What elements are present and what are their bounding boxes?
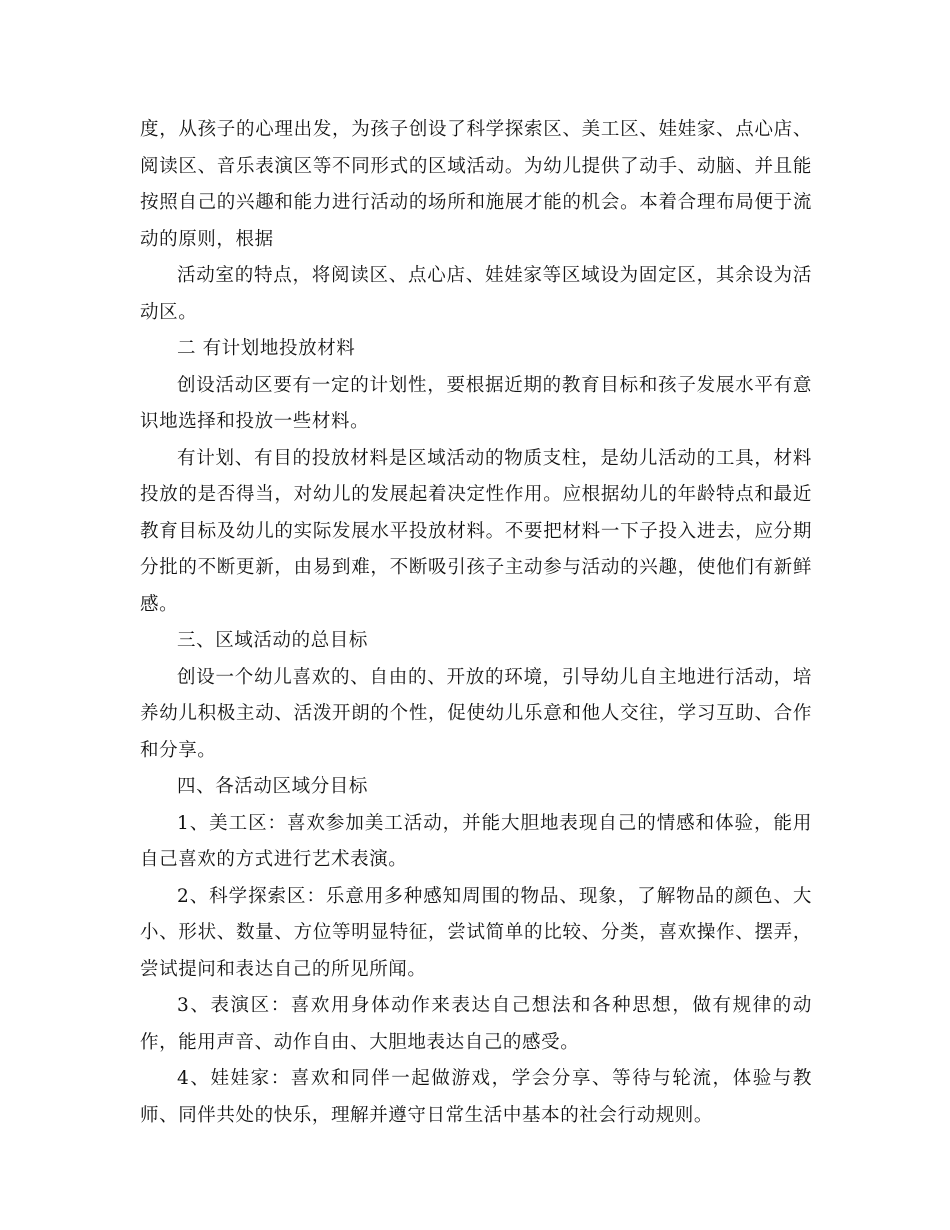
paragraph-3: 创设活动区要有一定的计划性，要根据近期的教育目标和孩子发展水平有意识地选择和投放一些材料。 [140,374,812,432]
list-item-doll-house: 4、娃娃家：喜欢和同伴一起做游戏，学会分享、等待与轮流，体验与教师、同伴共处的快乐，理解并遵守日常生活中基本的社会行动规则。 [140,1068,812,1126]
list-item-science-area: 2、科学探索区：乐意用多种感知周围的物品、现象，了解物品的颜色、大小、形状、数量、方位等明显特征，尝试简单的比较、分类，喜欢操作、摆弄，尝试提问和表达自己的所见所闻。 [140,885,812,980]
paragraph-4: 有计划、有目的投放材料是区域活动的物质支柱，是幼儿活动的工具，材料投放的是否得当，对幼儿的发展起着决定性作用。应根据幼儿的年龄特点和最近教育目标及幼儿的实际发展水平投放材料。不要把材料一下子投入进去，应分期分批的不断更新，由易到难，不断吸引孩子主动参与活动的兴趣，使他们有新鲜感。 [140,447,812,615]
document-body [140,112,812,1134]
list-item-art-area: 1、美工区：喜欢参加美工活动，并能大胆地表现自己的情感和体验，能用自己喜欢的方式进行艺术表演。 [140,812,812,870]
section-heading-3: 三、区域活动的总目标 [177,630,369,651]
section-heading-2: 二 有计划地投放材料 [177,338,356,359]
section-heading-4: 四、各活动区域分目标 [177,776,369,797]
paragraph-5: 创设一个幼儿喜欢的、自由的、开放的环境，引导幼儿自主地进行活动，培养幼儿积极主动、活泼开朗的个性，促使幼儿乐意和他人交往，学习互助、合作和分享。 [140,666,812,761]
paragraph-2: 活动室的特点，将阅读区、点心店、娃娃家等区域设为固定区，其余设为活动区。 [140,265,812,323]
paragraph-1: 度，从孩子的心理出发，为孩子创设了科学探索区、美工区、娃娃家、点心店、阅读区、音乐表演区等不同形式的区域活动。为幼儿提供了动手、动脑、并且能按照自己的兴趣和能力进行活动的场所和施展才能的机会。本着合理布局便于流动的原则，根据 [140,119,812,250]
list-item-performance-area: 3、表演区：喜欢用身体动作来表达自己想法和各种思想，做有规律的动作，能用声音、动作自由、大胆地表达自己的感受。 [140,995,812,1053]
